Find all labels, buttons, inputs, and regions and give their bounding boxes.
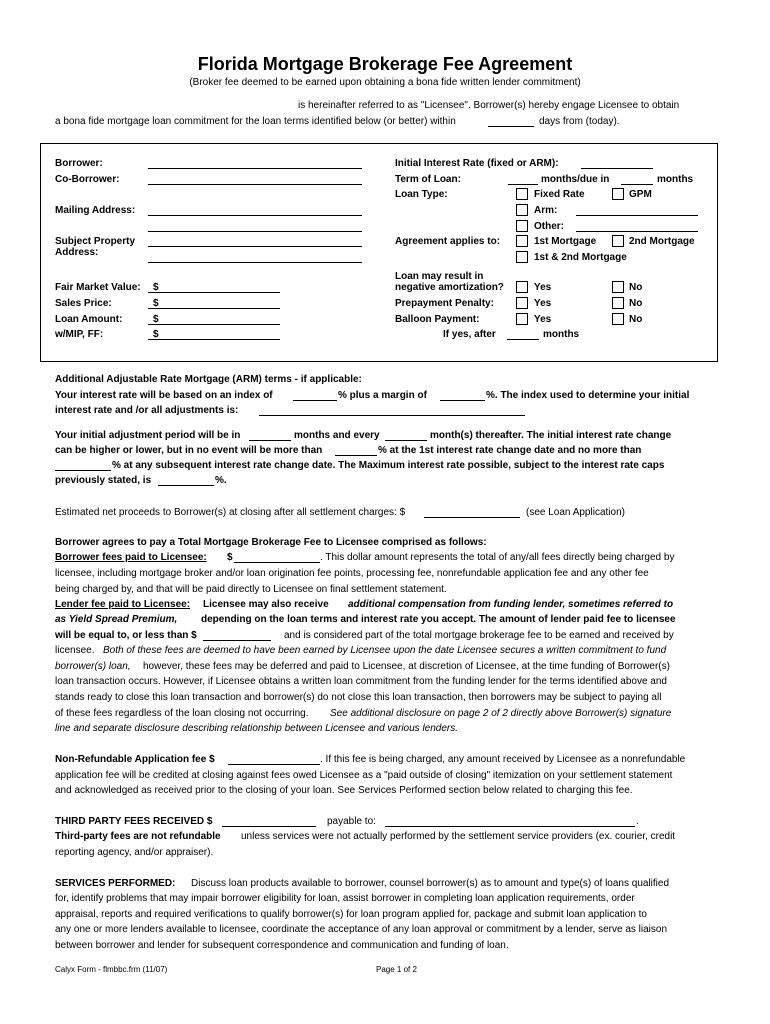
third-party-line-3: reporting agency, and/or appraiser). [55, 847, 214, 858]
first-mortgage-checkbox[interactable] [516, 235, 528, 247]
other-checkbox[interactable] [516, 220, 528, 232]
mailing-address-field-1[interactable] [148, 215, 362, 216]
mailing-address-label: Mailing Address: [55, 205, 136, 216]
arm-line-6b: %. [215, 475, 227, 486]
borrower-fees-field[interactable] [234, 562, 320, 563]
subject-address-label: Address: [55, 247, 99, 258]
prepay-no-label: No [629, 298, 643, 309]
subsequent-cap-field[interactable] [55, 470, 111, 471]
fair-market-value-label: Fair Market Value: [55, 282, 141, 293]
lender-fee-italic: additional compensation from funding lender, sometimes referred to [348, 599, 674, 610]
nonrefundable-line-2: application fee will be credited at closing against fees owed Licensee as a "paid outside of closing" itemization on your settlement statement [55, 770, 673, 781]
borrower-fees-label: Borrower fees paid to Licensee: [55, 552, 207, 563]
fees-line-6a: will be equal to, or less than $ [55, 630, 197, 641]
neg-amort-yes-checkbox[interactable] [516, 281, 528, 293]
services-label: SERVICES PERFORMED: [55, 878, 176, 889]
mip-dollar: $ [153, 329, 159, 340]
fees-line-5b: depending on the loan terms and interest rate you accept. The amount of lender paid fee to licensee [201, 614, 676, 625]
due-months-field[interactable] [621, 184, 653, 185]
neg-amort-no-checkbox[interactable] [612, 281, 624, 293]
fees-line-7b: Both of these fees are deemed to have been earned by Licensee upon the date Licensee secures a written commitment to fund [103, 645, 667, 656]
lender-fee-label: Lender fee paid to Licensee: [55, 599, 191, 610]
applies-to-label: Agreement applies to: [395, 236, 501, 247]
fees-line-9: loan transaction occurs. However, if Licensee obtains a written loan commitment from the funding lender for the terms identified above and [55, 676, 667, 687]
page-title: Florida Mortgage Brokerage Fee Agreement [197, 54, 573, 74]
co-borrower-label: Co-Borrower: [55, 174, 120, 185]
intro-line-1: is hereinafter referred to as "Licensee". Borrower(s) hereby engage Licensee to obtain [298, 100, 680, 111]
mailing-address-field-2[interactable] [148, 231, 362, 232]
balloon-no-label: No [629, 314, 643, 325]
borrower-fees-text: . This dollar amount represents the total of any/all fees directly being charged by [320, 552, 675, 563]
services-line-2: for, identify problems that may impair borrower eligibility for loan, assist borrower in completing loan application requirements, order [55, 893, 635, 904]
arm-field[interactable] [576, 215, 698, 216]
initial-rate-field[interactable] [581, 168, 653, 169]
third-party-line-2b: unless services were not actually performed by the settlement service providers (ex. courier, credit [241, 831, 676, 842]
sales-dollar: $ [153, 298, 159, 309]
margin-field[interactable] [440, 400, 485, 401]
payable-to-period: . [636, 816, 639, 827]
fees-line-3: being charged by, and that will be paid directly to Licensee on final settlement statement. [55, 584, 447, 595]
third-party-amount-field[interactable] [222, 826, 316, 827]
mip-field[interactable] [148, 339, 280, 340]
nonrefundable-field[interactable] [228, 764, 320, 765]
adjust-every-field[interactable] [385, 440, 427, 441]
fixed-rate-label: Fixed Rate [534, 189, 585, 200]
balloon-months-field[interactable] [507, 339, 539, 340]
fixed-rate-checkbox[interactable] [516, 188, 528, 200]
negative-amortization-label-1: Loan may result in [395, 271, 484, 282]
prepay-yes-checkbox[interactable] [516, 297, 528, 309]
intro-line-2a: a bona fide mortgage loan commitment for the loan terms identified below (or better) within [55, 116, 456, 127]
term-label: Term of Loan: [395, 174, 461, 185]
index-field[interactable] [293, 400, 337, 401]
arm-heading: Additional Adjustable Rate Mortgage (ARM) terms - if applicable: [55, 374, 362, 385]
max-rate-field[interactable] [158, 485, 214, 486]
prepay-yes-label: Yes [534, 298, 552, 309]
nonrefundable-text: . If this fee is being charged, any amount received by Licensee as a nonrefundable [320, 754, 686, 765]
mip-label: w/MIP, FF: [55, 329, 104, 340]
negative-amortization-label-2: negative amortization? [395, 282, 504, 293]
prepay-no-checkbox[interactable] [612, 297, 624, 309]
nonrefundable-line-3: and acknowledged as received prior to the closing of your loan. See Services Performed section below related to charging this fee. [55, 785, 633, 796]
first-cap-field[interactable] [335, 455, 377, 456]
payable-to-label: payable to: [327, 816, 376, 827]
services-line-4: any one or more lenders available to licensee, coordinate the acceptance of any loan approval or commitment by a lender, serve as liaison [55, 924, 668, 935]
net-proceeds-note: (see Loan Application) [526, 507, 625, 518]
arm-line-3a: Your initial adjustment period will be in [55, 430, 241, 441]
payable-to-field[interactable] [385, 826, 635, 827]
lender-fee-text: Licensee may also receive [203, 599, 329, 610]
fees-line-11a: of these fees regardless of the loan closing not occurring. [55, 708, 309, 719]
intro-line-2b: days from (today). [539, 116, 620, 127]
lender-fee-field[interactable] [203, 640, 271, 641]
arm-line-2: interest rate and /or all adjustments is: [55, 405, 239, 416]
if-yes-after-label: If yes, after [443, 329, 496, 340]
fees-line-8b: however, these fees may be deferred and paid to Licensee, at discretion of Licensee, at the time funding of Borrower(s) [143, 661, 670, 672]
arm-line-3b: months and every [294, 430, 380, 441]
fees-heading: Borrower agrees to pay a Total Mortgage Brokerage Fee to Licensee comprised as follows: [55, 537, 487, 548]
days-field[interactable] [488, 126, 534, 127]
loan-type-label: Loan Type: [395, 189, 448, 200]
services-line-3: appraisal, reports and required verifications to qualify borrower(s) for loan program applied for, package and submit loan application to [55, 909, 647, 920]
balloon-months-label: months [543, 329, 580, 340]
neg-amort-no-label: No [629, 282, 643, 293]
months-due-label: months/due in [541, 174, 610, 185]
net-proceeds-label: Estimated net proceeds to Borrower(s) at closing after all settlement charges: $ [55, 507, 406, 518]
fees-line-7a: licensee. [55, 645, 95, 656]
page-subtitle: (Broker fee deemed to be earned upon obtaining a bona fide written lender commitment) [189, 77, 581, 88]
arm-line-3c: month(s) thereafter. The initial interest rate change [430, 430, 672, 441]
loan-amount-label: Loan Amount: [55, 314, 123, 325]
term-months-field[interactable] [508, 184, 538, 185]
second-mortgage-checkbox[interactable] [612, 235, 624, 247]
other-field[interactable] [576, 231, 698, 232]
neg-amort-yes-label: Yes [534, 282, 552, 293]
third-party-label: THIRD PARTY FEES RECEIVED $ [55, 816, 213, 827]
months-label: months [657, 174, 694, 185]
both-mortgage-checkbox[interactable] [516, 251, 528, 263]
fair-market-value-field[interactable] [148, 292, 280, 293]
fmv-dollar: $ [153, 282, 159, 293]
initial-period-field[interactable] [249, 440, 291, 441]
sales-price-label: Sales Price: [55, 298, 112, 309]
first-mortgage-label: 1st Mortgage [534, 236, 597, 247]
fees-line-12: line and separate disclosure describing relationship between Licensee and various lenders. [55, 723, 459, 734]
arm-line-5: % at any subsequent interest rate change date. The Maximum interest rate possible, subject to the interest rate caps [112, 460, 665, 471]
arm-label: Arm: [534, 205, 558, 216]
second-mortgage-label: 2nd Mortgage [629, 236, 695, 247]
arm-line-6a: previously stated, is [55, 475, 152, 486]
borrower-field[interactable] [148, 168, 362, 169]
page-number: Page 1 of 2 [376, 965, 417, 974]
sales-price-field[interactable] [148, 308, 280, 309]
subject-property-label: Subject Property [55, 236, 136, 247]
balloon-label: Balloon Payment: [395, 314, 480, 325]
services-line-5: between borrower and lender for subsequent correspondence and communication and funding of loan. [55, 940, 509, 951]
gpm-label: GPM [629, 189, 652, 200]
fees-line-2: licensee, including mortgage broker and/or loan origination fee points, processing fee, nonrefundable application fee and any other fee [55, 568, 649, 579]
balloon-no-checkbox[interactable] [612, 313, 624, 325]
arm-line-1c: %. The index used to determine your initial [486, 390, 690, 401]
fees-line-8a: borrower(s) loan, [55, 661, 131, 672]
both-mortgage-label: 1st & 2nd Mortgage [534, 252, 627, 263]
third-party-line-2a: Third-party fees are not refundable [55, 831, 221, 842]
arm-line-4b: % at the 1st interest rate change date and no more than [378, 445, 642, 456]
gpm-checkbox[interactable] [612, 188, 624, 200]
services-line-1: Discuss loan products available to borrower, counsel borrower(s) as to amount and type(s) of loans qualified [191, 878, 670, 889]
co-borrower-field[interactable] [148, 184, 362, 185]
fees-line-10: stands ready to close this loan transaction and borrower(s) do not close this loan transaction, then borrowers may be subject to paying all [55, 692, 662, 703]
subject-property-field-1[interactable] [148, 246, 362, 247]
subject-property-field-2[interactable] [148, 262, 362, 263]
borrower-fees-dollar: $ [227, 552, 233, 563]
balloon-yes-checkbox[interactable] [516, 313, 528, 325]
arm-line-1a: Your interest rate will be based on an index of [55, 390, 273, 401]
fees-line-6b: and is considered part of the total mortgage brokerage fee to be earned and received by [284, 630, 674, 641]
form-id: Calyx Form - flmbbc.frm (11/07) [55, 965, 168, 974]
index-name-field[interactable] [259, 415, 525, 416]
arm-line-4a: can be higher or lower, but in no event will be more than [55, 445, 323, 456]
nonrefundable-label: Non-Refundable Application fee $ [55, 754, 215, 765]
arm-line-1b: % plus a margin of [338, 390, 427, 401]
balloon-yes-label: Yes [534, 314, 552, 325]
borrower-label: Borrower: [55, 158, 103, 169]
prepayment-label: Prepayment Penalty: [395, 298, 494, 309]
loan-amount-field[interactable] [148, 324, 280, 325]
other-label: Other: [534, 221, 564, 232]
arm-checkbox[interactable] [516, 204, 528, 216]
fees-line-5a: as Yield Spread Premium, [55, 614, 178, 625]
initial-rate-label: Initial Interest Rate (fixed or ARM): [395, 158, 559, 169]
loan-dollar: $ [153, 314, 159, 325]
net-proceeds-field[interactable] [424, 517, 520, 518]
fees-line-11b: See additional disclosure on page 2 of 2 directly above Borrower(s) signature [330, 708, 672, 719]
